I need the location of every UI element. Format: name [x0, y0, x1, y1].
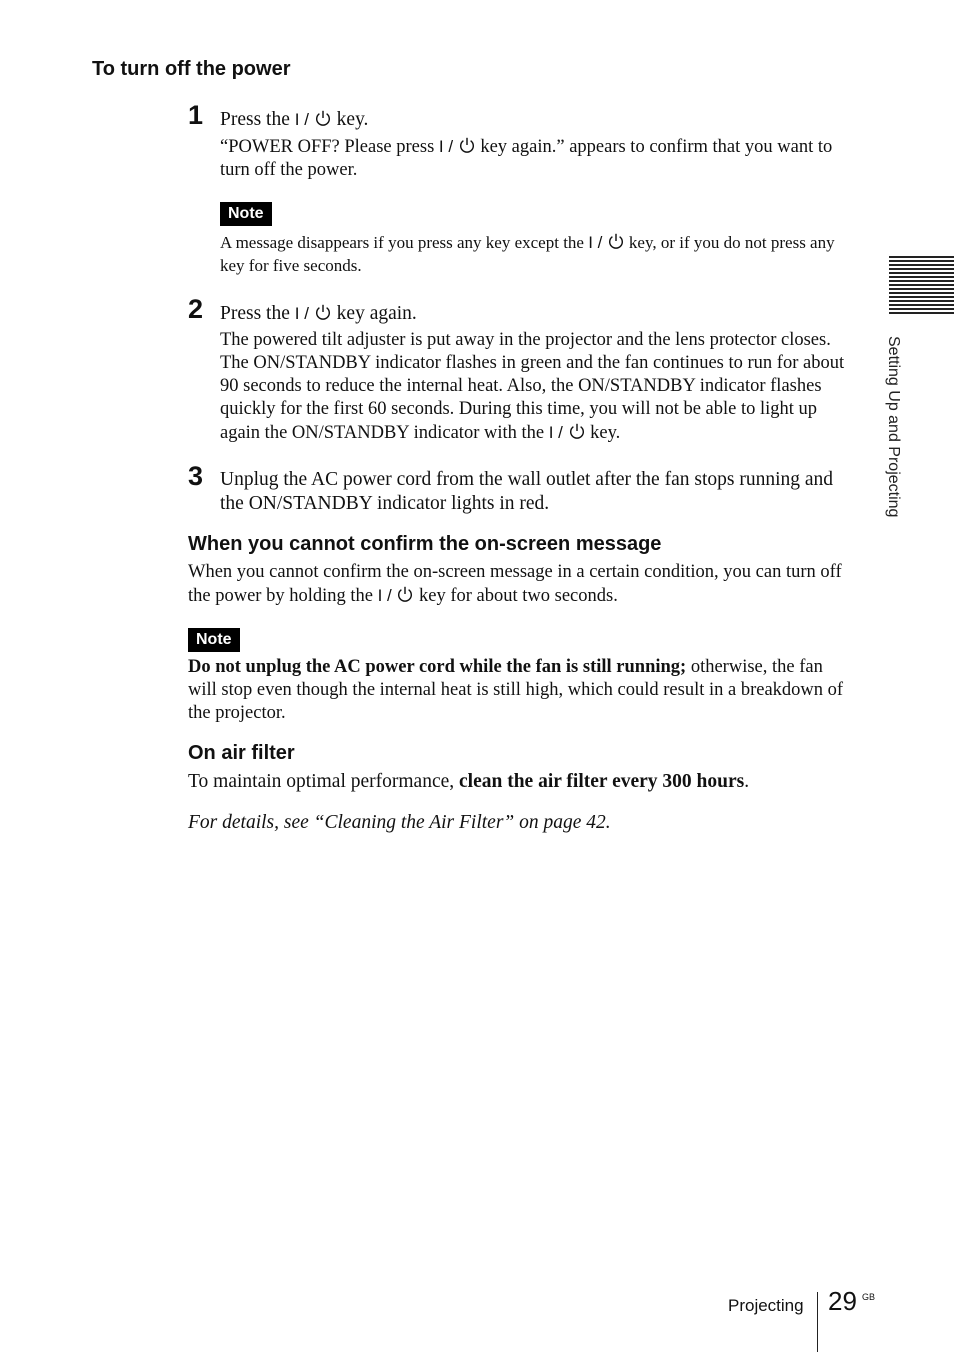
- note-1-text-post: key, or if you do not press any key for five seconds.: [220, 233, 835, 275]
- air-filter-reference: For details, see “Cleaning the Air Filter” on page 42.: [188, 812, 611, 833]
- step-1-body: [220, 135, 856, 182]
- power-icon: [607, 232, 625, 250]
- step-2-title-post: key again.: [336, 303, 417, 324]
- footer-section-label: Projecting: [728, 1296, 804, 1315]
- air-filter-text: [188, 770, 856, 793]
- key-glyph: I /: [588, 233, 603, 252]
- step-1-title-pre: Press the: [220, 109, 290, 130]
- step-2-body-pre: The powered tilt adjuster is put away in the projector and the lens protector closes. The ON/STANDBY indicator flashes in green and the fan continues to run for about 90 seconds to reduce the internal heat. Also, the ON/STANDBY indicator flashes quickly for the first 60 seconds. During this time, you will not be able to light up again the ON/STANDBY indicator with the: [220, 330, 845, 443]
- page-number: 29: [828, 1286, 857, 1316]
- key-glyph: I /: [438, 137, 454, 156]
- step-2-title-pre: Press the: [220, 303, 290, 324]
- subsection-heading-cannot-confirm: When you cannot confirm the on-screen message: [188, 533, 662, 555]
- key-glyph: I /: [377, 586, 392, 605]
- note-1-text: [220, 231, 856, 277]
- power-icon: [458, 136, 476, 154]
- note-2-warning: Do not unplug the AC power cord while the fan is still running;: [188, 657, 687, 677]
- step-1-title-post: key.: [336, 109, 369, 130]
- step-1-body-pre: “POWER OFF? Please press: [220, 137, 435, 157]
- power-icon: [314, 109, 332, 127]
- key-glyph: I /: [294, 304, 309, 323]
- power-icon: [314, 303, 332, 321]
- power-icon: [568, 422, 586, 440]
- side-tab-label: Setting Up and Projecting: [885, 336, 902, 518]
- note-2-text-rest: otherwise, the fan will stop even though the internal heat is still high, which could result in a breakdown of the projector.: [188, 657, 844, 723]
- cannot-confirm-text: [188, 561, 856, 608]
- note-badge: Note: [188, 628, 240, 652]
- air-filter-text-bold: clean the air filter every 300 hours: [459, 771, 745, 792]
- step-number-2: 2: [188, 294, 204, 324]
- step-number-3: 3: [188, 461, 204, 491]
- key-glyph: I /: [548, 423, 563, 442]
- key-glyph: I /: [294, 110, 309, 129]
- note-badge: Note: [220, 202, 272, 226]
- note-1-text-pre: A message disappears if you press any key except the: [220, 233, 584, 252]
- power-icon: [396, 585, 414, 603]
- step-number-1: 1: [188, 100, 204, 130]
- step-2-body: [220, 329, 856, 445]
- step-1-body-post: key again.” appears to confirm that you want to turn off the power.: [220, 137, 833, 180]
- side-tab-lines: [889, 256, 954, 316]
- step-3-title: Unplug the AC power cord from the wall outlet after the fan stops running and the ON/STANDBY indicator lights in red.: [220, 469, 834, 514]
- step-2-title: [220, 302, 417, 326]
- step-2-body-post: key.: [590, 423, 621, 443]
- cannot-confirm-text-pre: When you cannot confirm the on-screen message in a certain condition, you can turn off the power by holding the: [188, 562, 842, 606]
- cannot-confirm-text-post: key for about two seconds.: [419, 586, 618, 606]
- air-filter-text-post: .: [744, 771, 750, 792]
- note-2-text: [188, 656, 856, 725]
- step-1-title: [220, 108, 368, 132]
- subsection-heading-air-filter: On air filter: [188, 742, 295, 764]
- region-code: GB: [862, 1292, 876, 1302]
- air-filter-text-pre: To maintain optimal performance,: [188, 771, 460, 792]
- section-heading: To turn off the power: [92, 58, 291, 80]
- footer-divider: [817, 1292, 818, 1352]
